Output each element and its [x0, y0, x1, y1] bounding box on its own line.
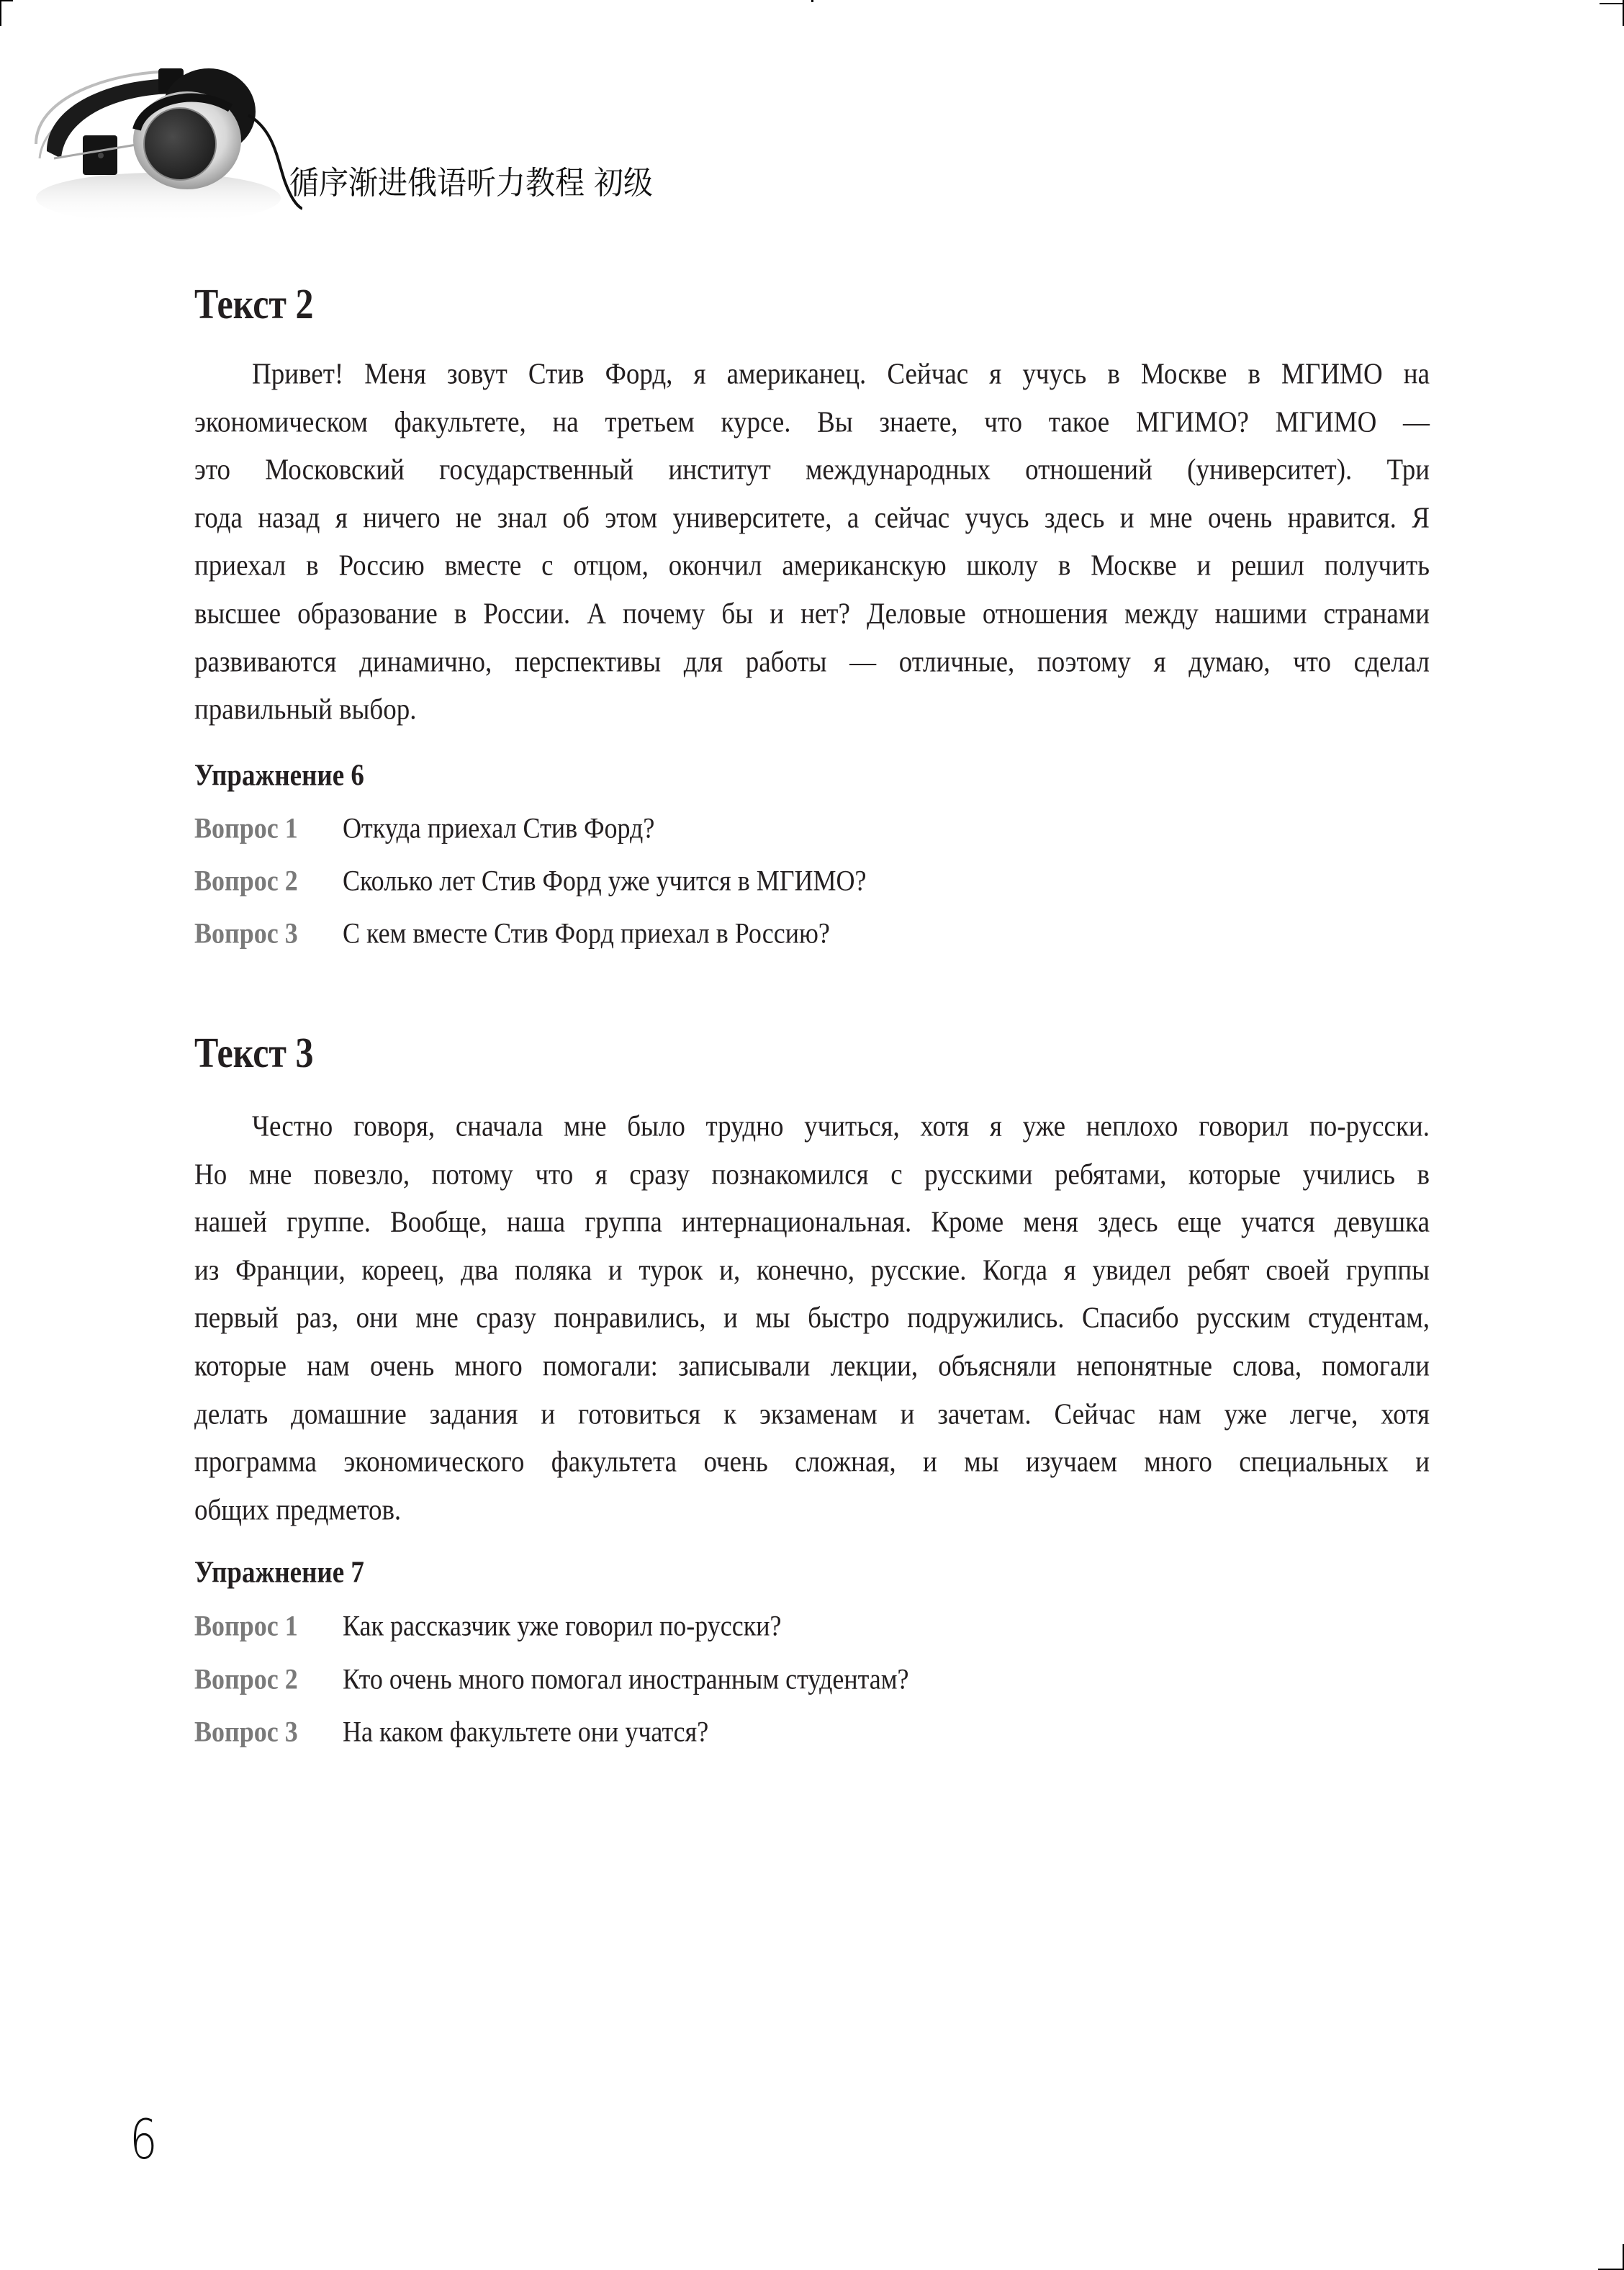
section-heading-text-3: Текст 3 [194, 1028, 314, 1077]
section-heading-text-2: Текст 2 [194, 279, 314, 328]
crop-mark-top-center [811, 0, 813, 2]
book-title: 循序渐进俄语听力教程 初级 [289, 163, 654, 202]
question-label: Вопрос 1 [194, 811, 298, 845]
paragraph-line: приехал в Россию вместе с отцом, окончил американскую школу в Москве и решил получить [194, 549, 1430, 582]
page-header [0, 0, 720, 216]
question-label: Вопрос 2 [194, 864, 298, 897]
text-2-paragraph [194, 351, 1430, 734]
question-text: Кто очень много помогал иностранным студентам? [343, 1662, 909, 1695]
page-number: 6 [130, 2107, 158, 2171]
question-text: Сколько лет Стив Форд уже учится в МГИМО? [343, 864, 867, 897]
crop-mark-top-right [1600, 3, 1624, 4]
paragraph-line: из Франции, кореец, два поляка и турок и, конечно, русские. Когда я увидел ребят своей группы [194, 1253, 1430, 1287]
question-item [194, 913, 830, 953]
question-text: С кем вместе Стив Форд приехал в Россию? [343, 916, 830, 950]
paragraph-line: программа экономического факультета очень сложная, и мы изучаем много специальных и [194, 1445, 1430, 1479]
paragraph-line: общих предметов. [194, 1493, 402, 1527]
paragraph-line: Привет! Меня зовут Стив Форд, я американец. Сейчас я учусь в Москве в МГИМО на [252, 357, 1430, 391]
question-label: Вопрос 3 [194, 1715, 298, 1748]
paragraph-line: правильный выбор. [194, 693, 417, 726]
question-text: Как рассказчик уже говорил по-русски? [343, 1609, 782, 1642]
paragraph-line: развиваются динамично, перспективы для работы — отличные, поэтому я думаю, что сделал [194, 645, 1430, 678]
question-item [194, 808, 654, 848]
question-text: Откуда приехал Стив Форд? [343, 811, 655, 845]
paragraph-line: которые нам очень много помогали: записывали лекции, объясняли непонятные слова, помогали [194, 1349, 1430, 1383]
paragraph-line: высшее образование в России. А почему бы и нет? Деловые отношения между нашими странами [194, 597, 1430, 631]
question-item [194, 860, 867, 901]
paragraph-line: Честно говоря, сначала мне было трудно учиться, хотя я уже неплохо говорил по-русски. [252, 1109, 1430, 1143]
question-label: Вопрос 3 [194, 916, 298, 950]
question-item [194, 1605, 781, 1646]
exercise-heading-6: Упражнение 6 [194, 758, 364, 793]
question-item [194, 1711, 708, 1752]
paragraph-line: это Московский государственный институт международных отношений (университет). Три [194, 453, 1430, 487]
paragraph-line: года назад я ничего не знал об этом университете, а сейчас учусь здесь и мне очень нравится. Я [194, 501, 1430, 535]
question-item [194, 1659, 909, 1699]
paragraph-line: экономическом факультете, на третьем курсе. Вы знаете, что такое МГИМО? МГИМО — [194, 405, 1430, 438]
exercise-heading-7: Упражнение 7 [194, 1555, 364, 1590]
paragraph-line: делать домашние задания и готовиться к экзаменам и зачетам. Сейчас нам уже легче, хотя [194, 1397, 1430, 1431]
paragraph-line: первый раз, они мне сразу понравились, и мы быстро подружились. Спасибо русским студентам, [194, 1301, 1430, 1335]
question-text: На каком факультете они учатся? [343, 1715, 709, 1748]
question-label: Вопрос 2 [194, 1662, 298, 1695]
paragraph-line: нашей группе. Вообще, наша группа интернациональная. Кроме меня здесь еще учатся девушка [194, 1205, 1430, 1239]
text-3-paragraph [194, 1103, 1430, 1534]
question-label: Вопрос 1 [194, 1609, 298, 1642]
headphones-icon [14, 50, 302, 223]
paragraph-line: Но мне повезло, потому что я сразу познакомился с русскими ребятами, которые учились в [194, 1158, 1430, 1191]
